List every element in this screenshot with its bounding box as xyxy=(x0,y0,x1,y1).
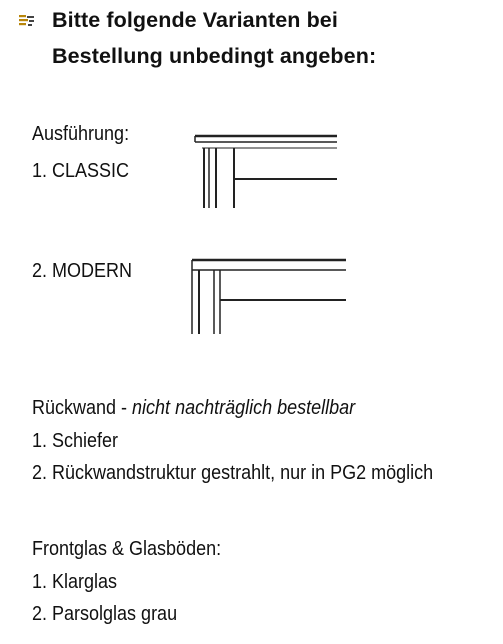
rueckwand-title xyxy=(32,397,355,420)
option-rueckwandstruktur: 2. Rückwandstruktur gestrahlt, nur in PG2 möglich xyxy=(32,462,434,484)
modern-profile-drawing xyxy=(190,256,350,336)
option-parsolglas: 2. Parsolglas grau xyxy=(32,603,178,625)
ausfuehrung-title: Ausführung: xyxy=(32,123,130,145)
classic-profile-drawing xyxy=(192,132,342,212)
option-schiefer: 1. Schiefer xyxy=(32,430,119,452)
hand-pointer-icon xyxy=(18,12,36,30)
heading-line-2: Bestellung unbedingt angeben: xyxy=(52,44,377,68)
rueckwand-title-main: Rückwand - xyxy=(32,397,133,419)
option-klarglas: 1. Klarglas xyxy=(32,571,118,593)
frontglas-title: Frontglas & Glasböden: xyxy=(32,538,222,560)
rueckwand-title-note: nicht nachträglich bestellbar xyxy=(132,397,356,419)
heading-line-1: Bitte folgende Varianten bei xyxy=(52,8,338,32)
option-classic: 1. CLASSIC xyxy=(32,160,130,182)
option-modern: 2. MODERN xyxy=(32,260,133,282)
